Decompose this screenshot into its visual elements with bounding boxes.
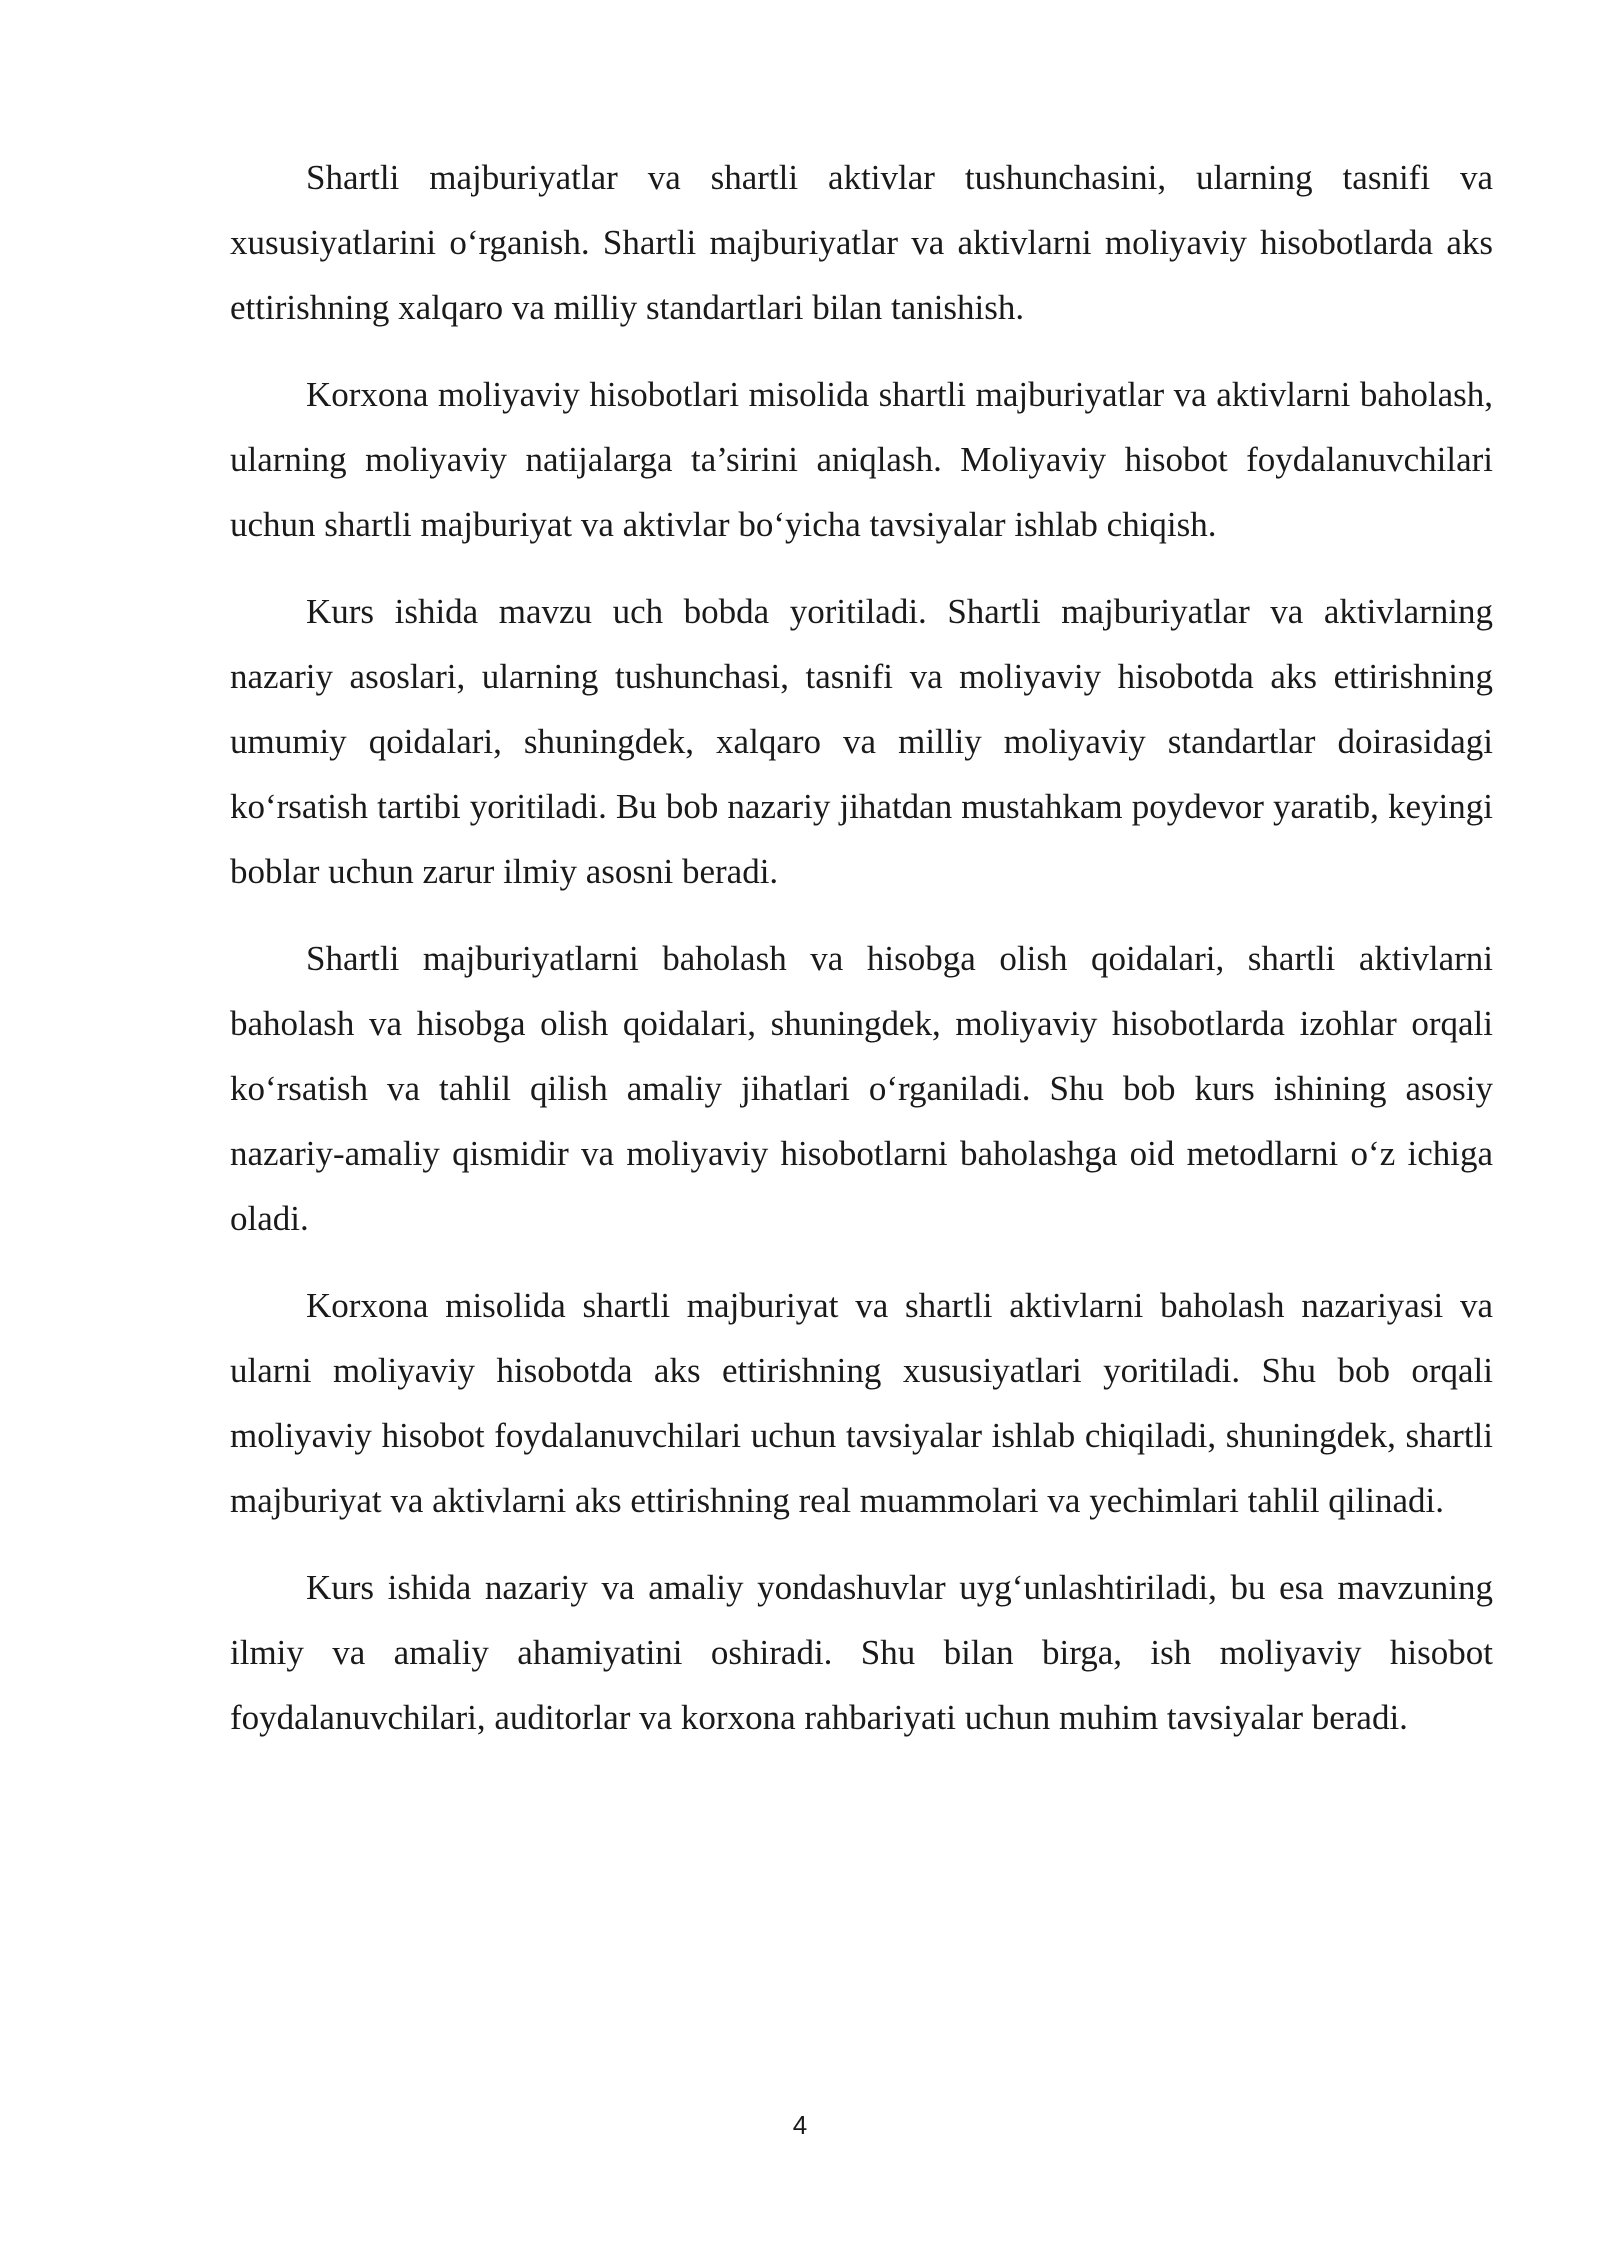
paragraph-1: Shartli majburiyatlar va shartli aktivlar tushunchasini, ularning tasnifi va xususiyatlarini o‘rganish. Shartli majburiyatlar va aktivlarni moliyaviy hisobotlarda aks ettirishning xalqaro va milliy standartlari bilan tanishish. xyxy=(230,158,1493,327)
paragraph-6: Kurs ishida nazariy va amaliy yondashuvlar uyg‘unlashtiriladi, bu esa mavzuning ilmiy va amaliy ahamiyatini oshiradi. Shu bilan birga, ish moliyaviy hisobot foydalanuvchilari, auditorlar va korxona rahbariyati uchun muhim tavsiyalar beradi. xyxy=(230,1568,1493,1737)
page-body xyxy=(230,145,1493,1772)
paragraph-2: Korxona moliyaviy hisobotlari misolida shartli majburiyatlar va aktivlarni baholash, ularning moliyaviy natijalarga ta’sirini aniqlash. Moliyaviy hisobot foydalanuvchilari uchun shartli majburiyat va aktivlar bo‘yicha tavsiyalar ishlab chiqish. xyxy=(230,375,1493,544)
paragraph-4: Shartli majburiyatlarni baholash va hisobga olish qoidalari, shartli aktivlarni baholash va hisobga olish qoidalari, shuningdek, moliyaviy hisobotlarda izohlar orqali ko‘rsatish va tahlil qilish amaliy jihatlari o‘rganiladi. Shu bob kurs ishining asosiy nazariy-amaliy qismidir va moliyaviy hisobotlarni baholashga oid metodlarni o‘z ichiga oladi. xyxy=(230,939,1493,1238)
page-number: 4 xyxy=(792,2110,808,2140)
paragraph-5: Korxona misolida shartli majburiyat va shartli aktivlarni baholash nazariyasi va ularni moliyaviy hisobotda aks ettirishning xususiyatlari yoritiladi. Shu bob orqali moliyaviy hisobot foydalanuvchilari uchun tavsiyalar ishlab chiqiladi, shuningdek, shartli majburiyat va aktivlarni aks ettirishning real muammolari va yechimlari tahlil qilinadi. xyxy=(230,1286,1493,1520)
paragraph-3: Kurs ishida mavzu uch bobda yoritiladi. Shartli majburiyatlar va aktivlarning nazariy asoslari, ularning tushunchasi, tasnifi va moliyaviy hisobotda aks ettirishning umumiy qoidalari, shuningdek, xalqaro va milliy moliyaviy standartlar doirasidagi ko‘rsatish tartibi yoritiladi. Bu bob nazariy jihatdan mustahkam poydevor yaratib, keyingi boblar uchun zarur ilmiy asosni beradi. xyxy=(230,592,1493,891)
